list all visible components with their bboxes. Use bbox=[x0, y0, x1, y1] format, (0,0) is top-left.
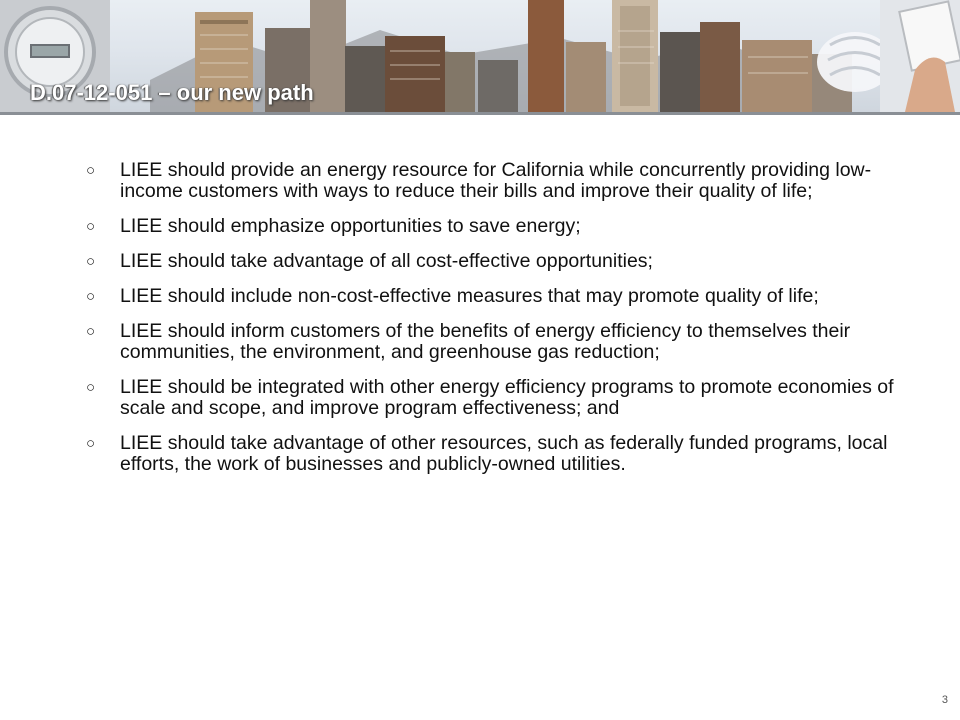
page-number: 3 bbox=[941, 694, 948, 706]
bullet-list bbox=[82, 160, 932, 489]
bullet-item bbox=[82, 216, 932, 237]
bullet-text: LIEE should emphasize opportunities to save energy; bbox=[120, 215, 581, 237]
circle-bullet-icon: ○ bbox=[86, 253, 96, 270]
circle-bullet-icon: ○ bbox=[86, 288, 96, 305]
circle-bullet-icon: ○ bbox=[86, 218, 96, 235]
bullet-item bbox=[82, 160, 932, 202]
circle-bullet-icon: ○ bbox=[86, 323, 96, 340]
circle-bullet-icon: ○ bbox=[86, 435, 96, 452]
bullet-text: LIEE should provide an energy resource for California while concurrently providing low-income customers with ways to reduce their bills and improve their quality of life; bbox=[120, 159, 872, 202]
bullet-item bbox=[82, 433, 932, 475]
circle-bullet-icon: ○ bbox=[86, 162, 96, 179]
bullet-item bbox=[82, 286, 932, 307]
bullet-text: LIEE should be integrated with other energy efficiency programs to promote economies of scale and scope, and improve program effectiveness; and bbox=[120, 376, 894, 419]
header-banner bbox=[0, 0, 960, 112]
circle-bullet-icon: ○ bbox=[86, 379, 96, 396]
bullet-item bbox=[82, 251, 932, 272]
bullet-item bbox=[82, 321, 932, 363]
bullet-text: LIEE should take advantage of all cost-effective opportunities; bbox=[120, 250, 653, 272]
bullet-text: LIEE should inform customers of the benefits of energy efficiency to themselves their communities, the environment, and greenhouse gas reduction; bbox=[120, 320, 851, 363]
bullet-text: LIEE should include non-cost-effective measures that may promote quality of life; bbox=[120, 285, 819, 307]
bullet-text: LIEE should take advantage of other resources, such as federally funded programs, local efforts, the work of businesses and publicly-owned utilities. bbox=[120, 432, 888, 475]
slide-title: D.07-12-051 – our new path bbox=[30, 80, 314, 105]
hand-switch-icon bbox=[880, 0, 960, 112]
header-divider bbox=[0, 112, 960, 115]
bullet-item bbox=[82, 377, 932, 419]
